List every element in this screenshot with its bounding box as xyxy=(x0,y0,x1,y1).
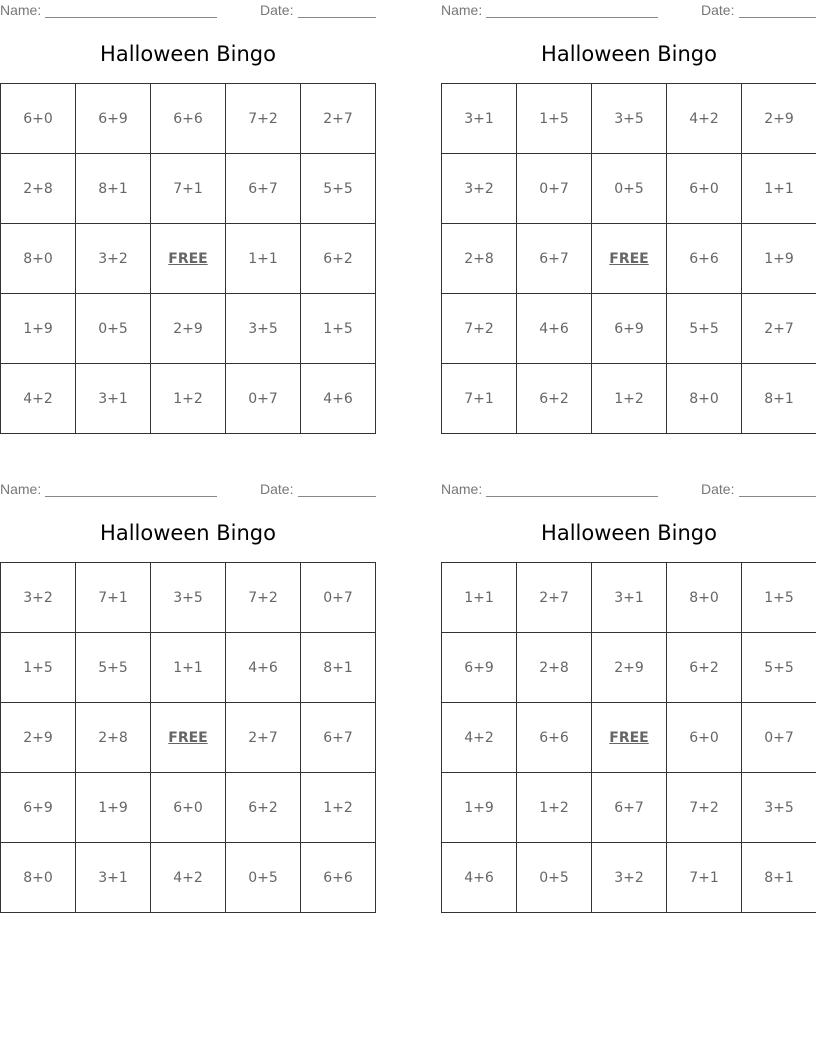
bingo-cell: 0+7 xyxy=(517,154,592,224)
bingo-cell: 3+5 xyxy=(592,84,667,154)
bingo-row xyxy=(1,154,376,224)
bingo-cell: 8+1 xyxy=(742,843,816,913)
bingo-row xyxy=(1,364,376,434)
bingo-cell: 4+6 xyxy=(226,633,301,703)
bingo-cell: 1+2 xyxy=(301,773,376,843)
name-blank-line xyxy=(45,496,217,497)
bingo-cell: 2+7 xyxy=(517,563,592,633)
bingo-cell: 3+1 xyxy=(442,84,517,154)
bingo-cell: 1+5 xyxy=(517,84,592,154)
bingo-row xyxy=(442,84,816,154)
date-label: Date: xyxy=(701,2,735,18)
bingo-grid xyxy=(0,83,376,434)
bingo-cell: 6+9 xyxy=(76,84,151,154)
name-date-header xyxy=(0,2,376,20)
bingo-cell: 2+8 xyxy=(1,154,76,224)
bingo-row xyxy=(442,224,816,294)
card-title: Halloween Bingo xyxy=(541,521,717,545)
bingo-cell: 4+2 xyxy=(667,84,742,154)
bingo-cell: 1+9 xyxy=(76,773,151,843)
bingo-cell: 6+6 xyxy=(517,703,592,773)
bingo-cell: 1+5 xyxy=(301,294,376,364)
bingo-row xyxy=(442,843,816,913)
bingo-cell: 8+0 xyxy=(1,843,76,913)
bingo-cell: 4+2 xyxy=(442,703,517,773)
name-date-header xyxy=(441,481,816,499)
bingo-cell: 1+1 xyxy=(442,563,517,633)
bingo-row xyxy=(442,563,816,633)
bingo-cell: 2+7 xyxy=(301,84,376,154)
bingo-row xyxy=(442,154,816,224)
bingo-cell: 4+2 xyxy=(151,843,226,913)
bingo-cell: 2+9 xyxy=(592,633,667,703)
bingo-cell: 1+9 xyxy=(1,294,76,364)
bingo-cell: 1+9 xyxy=(442,773,517,843)
bingo-cell: 6+9 xyxy=(442,633,517,703)
date-blank-line xyxy=(739,496,816,497)
bingo-cell: 5+5 xyxy=(76,633,151,703)
bingo-cell: 1+9 xyxy=(742,224,816,294)
bingo-cell: 6+7 xyxy=(517,224,592,294)
bingo-cell: 4+6 xyxy=(442,843,517,913)
bingo-cell: 7+2 xyxy=(667,773,742,843)
date-label: Date: xyxy=(260,2,294,18)
bingo-cell: 2+9 xyxy=(742,84,816,154)
bingo-cell: 1+5 xyxy=(742,563,816,633)
bingo-cell: 6+0 xyxy=(151,773,226,843)
free-space-cell: FREE xyxy=(592,703,667,773)
bingo-cell: 7+2 xyxy=(226,84,301,154)
name-date-header xyxy=(0,481,376,499)
bingo-row xyxy=(1,633,376,703)
date-label: Date: xyxy=(260,481,294,497)
date-blank-line xyxy=(739,17,816,18)
bingo-cell: 3+1 xyxy=(76,843,151,913)
bingo-cell: 6+0 xyxy=(667,703,742,773)
bingo-cell: 2+9 xyxy=(1,703,76,773)
bingo-row xyxy=(442,294,816,364)
bingo-cell: 8+1 xyxy=(742,364,816,434)
free-space-cell: FREE xyxy=(151,224,226,294)
free-space-cell: FREE xyxy=(151,703,226,773)
bingo-row xyxy=(1,224,376,294)
bingo-cell: 3+5 xyxy=(151,563,226,633)
bingo-row xyxy=(1,294,376,364)
bingo-cell: 7+1 xyxy=(667,843,742,913)
bingo-cell: 1+2 xyxy=(151,364,226,434)
name-blank-line xyxy=(486,17,658,18)
bingo-cell: 1+2 xyxy=(517,773,592,843)
bingo-cell: 0+5 xyxy=(76,294,151,364)
bingo-cell: 8+0 xyxy=(667,364,742,434)
bingo-cell: 3+5 xyxy=(226,294,301,364)
bingo-row xyxy=(1,703,376,773)
bingo-cell: 5+5 xyxy=(667,294,742,364)
bingo-grid xyxy=(0,562,376,913)
bingo-cell: 6+7 xyxy=(226,154,301,224)
bingo-cell: 5+5 xyxy=(742,633,816,703)
bingo-cell: 3+2 xyxy=(592,843,667,913)
bingo-cell: 7+1 xyxy=(76,563,151,633)
bingo-cell: 6+6 xyxy=(301,843,376,913)
bingo-cell: 6+0 xyxy=(1,84,76,154)
bingo-cell: 7+1 xyxy=(442,364,517,434)
bingo-row xyxy=(1,843,376,913)
bingo-cell: 1+1 xyxy=(742,154,816,224)
bingo-cell: 3+2 xyxy=(76,224,151,294)
bingo-grid xyxy=(441,562,816,913)
name-label: Name: xyxy=(441,481,483,497)
bingo-cell: 6+2 xyxy=(226,773,301,843)
bingo-cell: 6+2 xyxy=(301,224,376,294)
bingo-cell: 3+2 xyxy=(442,154,517,224)
date-blank-line xyxy=(298,496,376,497)
bingo-cell: 6+7 xyxy=(301,703,376,773)
bingo-cell: 1+5 xyxy=(1,633,76,703)
bingo-cell: 8+0 xyxy=(667,563,742,633)
bingo-cell: 0+5 xyxy=(517,843,592,913)
bingo-cell: 0+7 xyxy=(742,703,816,773)
bingo-cell: 8+1 xyxy=(76,154,151,224)
bingo-cell: 4+2 xyxy=(1,364,76,434)
bingo-cell: 8+0 xyxy=(1,224,76,294)
name-label: Name: xyxy=(441,2,483,18)
bingo-cell: 1+1 xyxy=(226,224,301,294)
bingo-cell: 3+2 xyxy=(1,563,76,633)
date-blank-line xyxy=(298,17,376,18)
card-title: Halloween Bingo xyxy=(100,521,276,545)
name-label: Name: xyxy=(0,2,42,18)
bingo-cell: 7+1 xyxy=(151,154,226,224)
bingo-cell: 5+5 xyxy=(301,154,376,224)
bingo-cell: 4+6 xyxy=(301,364,376,434)
bingo-cell: 8+1 xyxy=(301,633,376,703)
bingo-cell: 3+1 xyxy=(592,563,667,633)
bingo-cell: 2+8 xyxy=(442,224,517,294)
card-title: Halloween Bingo xyxy=(100,42,276,66)
bingo-cell: 4+6 xyxy=(517,294,592,364)
name-label: Name: xyxy=(0,481,42,497)
name-date-header xyxy=(441,2,816,20)
bingo-cell: 6+7 xyxy=(592,773,667,843)
bingo-cell: 6+2 xyxy=(517,364,592,434)
bingo-cell: 2+8 xyxy=(517,633,592,703)
bingo-cell: 6+0 xyxy=(667,154,742,224)
bingo-grid xyxy=(441,83,816,434)
bingo-cell: 6+6 xyxy=(151,84,226,154)
bingo-cell: 7+2 xyxy=(442,294,517,364)
bingo-row xyxy=(1,563,376,633)
bingo-row xyxy=(1,84,376,154)
name-blank-line xyxy=(486,496,658,497)
bingo-cell: 6+6 xyxy=(667,224,742,294)
date-label: Date: xyxy=(701,481,735,497)
name-blank-line xyxy=(45,17,217,18)
bingo-cell: 3+1 xyxy=(76,364,151,434)
bingo-cell: 6+9 xyxy=(1,773,76,843)
bingo-cell: 2+7 xyxy=(226,703,301,773)
bingo-cell: 0+7 xyxy=(226,364,301,434)
bingo-row xyxy=(442,703,816,773)
bingo-row xyxy=(442,633,816,703)
bingo-cell: 1+2 xyxy=(592,364,667,434)
bingo-cell: 0+7 xyxy=(301,563,376,633)
bingo-cell: 1+1 xyxy=(151,633,226,703)
bingo-cell: 6+9 xyxy=(592,294,667,364)
card-title: Halloween Bingo xyxy=(541,42,717,66)
bingo-cell: 6+2 xyxy=(667,633,742,703)
bingo-cell: 0+5 xyxy=(226,843,301,913)
bingo-row xyxy=(1,773,376,843)
free-space-cell: FREE xyxy=(592,224,667,294)
bingo-row xyxy=(442,773,816,843)
bingo-cell: 3+5 xyxy=(742,773,816,843)
bingo-cell: 7+2 xyxy=(226,563,301,633)
bingo-cell: 2+8 xyxy=(76,703,151,773)
bingo-cell: 2+7 xyxy=(742,294,816,364)
bingo-row xyxy=(442,364,816,434)
bingo-cell: 2+9 xyxy=(151,294,226,364)
bingo-cell: 0+5 xyxy=(592,154,667,224)
